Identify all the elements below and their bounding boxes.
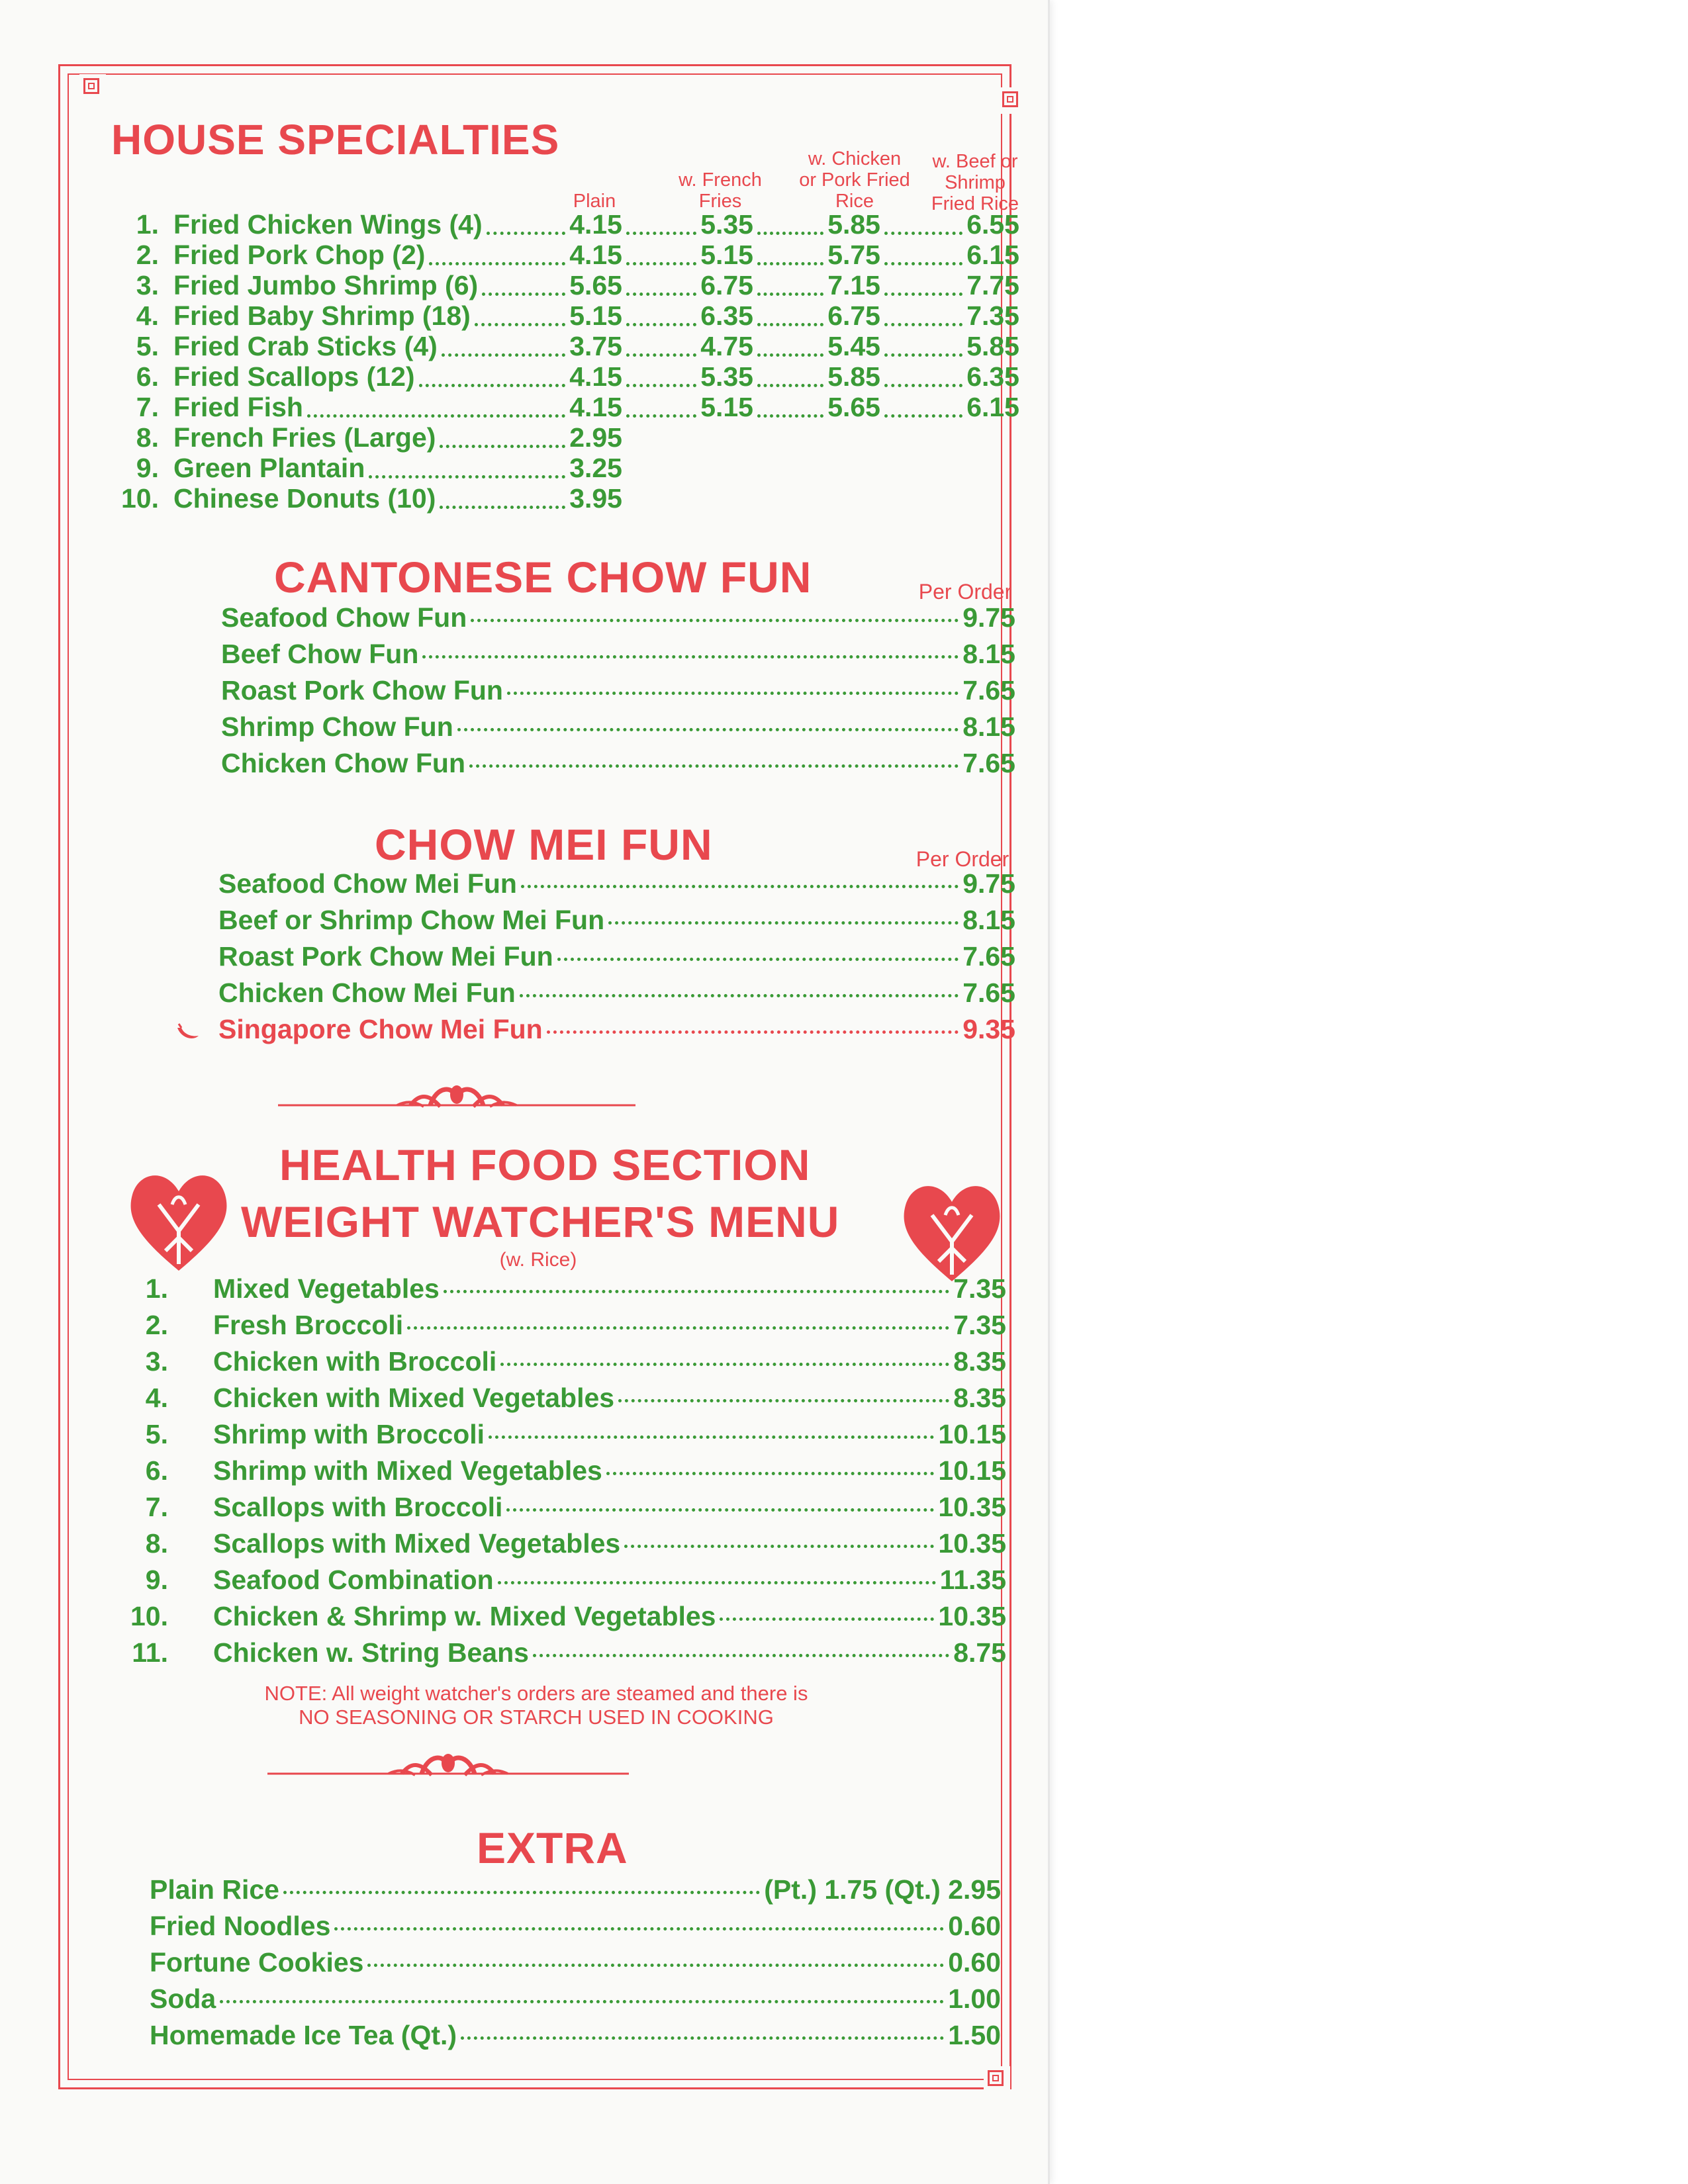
list-item (150, 1983, 1001, 2015)
price-chicken: 5.45 (827, 331, 880, 361)
item-price: 8.15 (962, 639, 1015, 669)
chow-mei-fun-per-order: Per Order (915, 847, 1009, 871)
price-chicken: 5.75 (827, 240, 880, 270)
price-chicken: 5.85 (827, 209, 880, 240)
item-price: 8.15 (962, 711, 1015, 742)
price-fries: 5.35 (700, 361, 753, 392)
health-note-line1: NOTE: All weight watcher's orders are steamed and there is (264, 1682, 808, 1705)
list-item (130, 1310, 1006, 1341)
dot-leader (626, 353, 696, 357)
list-item (130, 1273, 1006, 1304)
item-name: Fried Baby Shrimp (18) (173, 300, 471, 331)
health-note-line2: NO SEASONING OR STARCH USED IN COOKING (299, 1706, 774, 1729)
price-fries: 5.15 (700, 240, 753, 270)
item-name: Green Plantain (173, 453, 365, 483)
heart-crane-icon (899, 1175, 1005, 1288)
dot-leader (757, 323, 823, 326)
item-name: Soda (150, 1983, 216, 2014)
item-number: 3. (136, 270, 159, 300)
item-name: Fried Scallops (12) (173, 361, 415, 392)
dot-leader (440, 506, 565, 509)
col-head-beef-rice: w. Beef or Shrimp Fried Rice (931, 151, 1019, 214)
list-item (150, 1874, 1001, 1905)
item-name: Shrimp with Broccoli (213, 1419, 485, 1449)
price-beef: 7.35 (966, 300, 1019, 331)
heart-crane-icon (126, 1165, 232, 1277)
corner-ornament (998, 87, 1025, 114)
list-item (218, 978, 1015, 1009)
price-chicken: 6.75 (827, 300, 880, 331)
item-price: 10.15 (938, 1455, 1006, 1486)
dot-leader (608, 921, 959, 925)
ornament-divider (278, 1079, 635, 1125)
item-number: 10. (121, 483, 159, 514)
list-item (130, 1383, 1006, 1414)
table-row (0, 270, 1059, 300)
dot-leader (757, 353, 823, 357)
item-name: Beef or Shrimp Chow Mei Fun (218, 905, 605, 935)
item-price: 10.35 (938, 1528, 1006, 1559)
weight-watchers-title: WEIGHT WATCHER'S MENU (241, 1197, 840, 1246)
item-name: Singapore Chow Mei Fun (218, 1014, 543, 1044)
dot-leader (757, 262, 823, 265)
list-item (130, 1346, 1006, 1377)
table-row (0, 422, 1059, 453)
price-plain: 3.95 (569, 483, 622, 514)
item-price: 7.65 (962, 978, 1015, 1008)
item-price: 9.75 (962, 602, 1015, 633)
dot-leader (334, 1927, 944, 1931)
table-row (0, 361, 1059, 392)
item-name: Roast Pork Chow Fun (221, 675, 503, 705)
list-item (130, 1637, 1006, 1668)
item-price: 10.15 (938, 1419, 1006, 1449)
price-beef: 6.15 (966, 240, 1019, 270)
price-beef: 6.55 (966, 209, 1019, 240)
dot-leader (884, 353, 962, 357)
item-name: Beef Chow Fun (221, 639, 419, 669)
dot-leader (606, 1472, 935, 1475)
item-number: 11. (132, 1637, 168, 1668)
item-name: French Fries (Large) (173, 422, 436, 453)
dot-leader (482, 293, 565, 296)
chow-fun-per-order: Per Order (918, 580, 1012, 604)
price-plain: 4.15 (569, 240, 622, 270)
item-number: 4. (145, 1383, 168, 1413)
item-name: Chicken with Broccoli (213, 1346, 497, 1377)
item-name: Scallops with Mixed Vegetables (213, 1528, 621, 1559)
item-number: 7. (145, 1492, 168, 1522)
dot-leader (283, 1891, 760, 1894)
item-name: Fresh Broccoli (213, 1310, 404, 1340)
item-price: 8.15 (962, 905, 1015, 935)
house-specialties-title: HOUSE SPECIALTIES (111, 116, 560, 163)
list-item (221, 639, 1015, 670)
price-fries: 5.35 (700, 209, 753, 240)
dot-leader (757, 232, 823, 235)
list-item (130, 1528, 1006, 1559)
corner-ornament (984, 2066, 1010, 2093)
item-number: 3. (145, 1346, 168, 1377)
item-name: Chicken Chow Fun (221, 748, 465, 778)
item-number: 2. (145, 1310, 168, 1340)
extra-title: EXTRA (477, 1823, 628, 1872)
list-item (150, 2020, 1001, 2051)
item-number: 10. (130, 1601, 168, 1631)
list-item (130, 1601, 1006, 1632)
price-fries: 6.75 (700, 270, 753, 300)
table-row (0, 240, 1059, 270)
dot-leader (547, 1030, 959, 1034)
price-plain: 5.15 (569, 300, 622, 331)
item-price: 10.35 (938, 1601, 1006, 1631)
dot-leader (489, 1435, 934, 1439)
dot-leader (444, 1290, 949, 1293)
dot-leader (457, 728, 959, 731)
price-beef: 7.75 (966, 270, 1019, 300)
dot-leader (419, 384, 566, 387)
dot-leader (500, 1363, 949, 1366)
item-price: 8.75 (953, 1637, 1006, 1668)
dot-leader (884, 293, 962, 296)
item-name: Chicken w. String Beans (213, 1637, 529, 1668)
price-beef: 6.15 (966, 392, 1019, 422)
table-row (0, 300, 1059, 331)
list-item (150, 1911, 1001, 1942)
item-name: Chinese Donuts (10) (173, 483, 436, 514)
dot-leader (533, 1654, 949, 1657)
dot-leader (521, 885, 959, 888)
item-number: 5. (136, 331, 159, 361)
dot-leader (520, 994, 959, 997)
list-item (130, 1565, 1006, 1596)
ornament-divider (267, 1747, 629, 1794)
table-row (0, 483, 1059, 514)
price-plain: 2.95 (569, 422, 622, 453)
dot-leader (626, 293, 696, 296)
list-item (221, 675, 1015, 706)
dot-leader (507, 692, 959, 695)
price-chicken: 7.15 (827, 270, 880, 300)
item-name: Fortune Cookies (150, 1947, 364, 1978)
dot-leader (498, 1581, 936, 1584)
dot-leader (624, 1545, 934, 1548)
item-number: 6. (136, 361, 159, 392)
item-number: 9. (145, 1565, 168, 1595)
item-number: 8. (136, 422, 159, 453)
dot-leader (469, 764, 959, 768)
item-price: (Pt.) 1.75 (Qt.) 2.95 (764, 1874, 1001, 1905)
item-number: 5. (145, 1419, 168, 1449)
list-item (221, 711, 1015, 743)
dot-leader (440, 445, 565, 448)
dot-leader (884, 384, 962, 387)
item-name: Fried Pork Chop (2) (173, 240, 426, 270)
price-plain: 4.15 (569, 361, 622, 392)
dot-leader (307, 414, 565, 418)
table-row (0, 392, 1059, 422)
chow-mei-fun-title: CHOW MEI FUN (375, 820, 713, 869)
item-number: 4. (136, 300, 159, 331)
item-number: 1. (136, 209, 159, 240)
item-price: 7.65 (962, 748, 1015, 778)
item-number: 9. (136, 453, 159, 483)
dot-leader (407, 1326, 949, 1330)
dot-leader (884, 323, 962, 326)
list-item (221, 602, 1015, 633)
item-price: 1.50 (948, 2020, 1001, 2050)
dot-leader (626, 232, 696, 235)
item-price: 7.65 (962, 941, 1015, 972)
item-name: Scallops with Broccoli (213, 1492, 503, 1522)
item-price: 0.60 (948, 1947, 1001, 1978)
pepper-icon (175, 1018, 201, 1038)
item-name: Seafood Chow Mei Fun (218, 868, 517, 899)
dot-leader (461, 2036, 944, 2040)
price-fries: 4.75 (700, 331, 753, 361)
item-price: 8.35 (953, 1383, 1006, 1413)
dot-leader (367, 1964, 944, 1967)
price-plain: 4.15 (569, 392, 622, 422)
dot-leader (475, 323, 565, 326)
dot-leader (884, 262, 962, 265)
item-name: Fried Crab Sticks (4) (173, 331, 438, 361)
list-item (130, 1419, 1006, 1450)
item-name: Chicken & Shrimp w. Mixed Vegetables (213, 1601, 716, 1631)
price-plain: 3.25 (569, 453, 622, 483)
item-price: 9.35 (962, 1014, 1015, 1044)
dot-leader (506, 1508, 934, 1512)
corner-ornament (79, 74, 106, 101)
price-fries: 5.15 (700, 392, 753, 422)
dot-leader (422, 655, 959, 659)
item-number: 7. (136, 392, 159, 422)
item-price: 8.35 (953, 1346, 1006, 1377)
health-food-title: HEALTH FOOD SECTION (279, 1140, 811, 1189)
price-plain: 4.15 (569, 209, 622, 240)
list-item (150, 1947, 1001, 1978)
item-price: 7.65 (962, 675, 1015, 705)
table-row (0, 453, 1059, 483)
price-fries: 6.35 (700, 300, 753, 331)
col-head-plain: Plain (573, 191, 616, 212)
chow-fun-title: CANTONESE CHOW FUN (274, 553, 812, 602)
list-item (218, 868, 1015, 899)
price-beef: 6.35 (966, 361, 1019, 392)
dot-leader (220, 2000, 944, 2003)
item-name: Mixed Vegetables (213, 1273, 440, 1304)
item-price: 7.35 (953, 1310, 1006, 1340)
dot-leader (626, 414, 696, 418)
list-item (221, 748, 1015, 779)
price-chicken: 5.85 (827, 361, 880, 392)
item-name: Fried Fish (173, 392, 303, 422)
item-name: Roast Pork Chow Mei Fun (218, 941, 553, 972)
dot-leader (720, 1617, 934, 1621)
item-name: Fried Jumbo Shrimp (6) (173, 270, 479, 300)
price-plain: 5.65 (569, 270, 622, 300)
price-plain: 3.75 (569, 331, 622, 361)
col-head-chicken-rice: w. Chicken or Pork Fried Rice (799, 148, 910, 212)
item-name: Seafood Chow Fun (221, 602, 467, 633)
item-price: 7.35 (953, 1273, 1006, 1304)
table-row (0, 331, 1059, 361)
item-name: Plain Rice (150, 1874, 279, 1905)
item-price: 10.35 (938, 1492, 1006, 1522)
list-item (218, 941, 1015, 972)
item-number: 6. (145, 1455, 168, 1486)
price-chicken: 5.65 (827, 392, 880, 422)
col-head-fries: w. French Fries (679, 169, 762, 212)
item-name: Fried Chicken Wings (4) (173, 209, 483, 240)
item-name: Chicken with Mixed Vegetables (213, 1383, 615, 1413)
item-price: 11.35 (939, 1565, 1006, 1595)
item-price: 1.00 (948, 1983, 1001, 2014)
item-name: Homemade Ice Tea (Qt.) (150, 2020, 457, 2050)
dot-leader (757, 384, 823, 387)
table-row (0, 209, 1059, 240)
dot-leader (487, 232, 566, 235)
item-number: 8. (145, 1528, 168, 1559)
dot-leader (884, 232, 962, 235)
dot-leader (442, 353, 565, 357)
item-number: 2. (136, 240, 159, 270)
dot-leader (471, 619, 959, 622)
item-price: 9.75 (962, 868, 1015, 899)
list-item (218, 905, 1015, 936)
item-name: Seafood Combination (213, 1565, 494, 1595)
dot-leader (369, 475, 565, 478)
health-subtitle: (w. Rice) (499, 1249, 577, 1271)
list-item (130, 1492, 1006, 1523)
dot-leader (626, 323, 696, 326)
item-name: Shrimp with Mixed Vegetables (213, 1455, 602, 1486)
dot-leader (884, 414, 962, 418)
item-number: 1. (145, 1273, 168, 1304)
price-beef: 5.85 (966, 331, 1019, 361)
item-name: Shrimp Chow Fun (221, 711, 453, 742)
list-item (218, 1014, 1015, 1045)
list-item (130, 1455, 1006, 1486)
dot-leader (757, 293, 823, 296)
dot-leader (429, 262, 565, 265)
item-price: 0.60 (948, 1911, 1001, 1941)
dot-leader (626, 384, 696, 387)
dot-leader (626, 262, 696, 265)
dot-leader (557, 958, 959, 961)
item-name: Fried Noodles (150, 1911, 331, 1941)
dot-leader (618, 1399, 949, 1402)
dot-leader (757, 414, 823, 418)
item-name: Chicken Chow Mei Fun (218, 978, 516, 1008)
